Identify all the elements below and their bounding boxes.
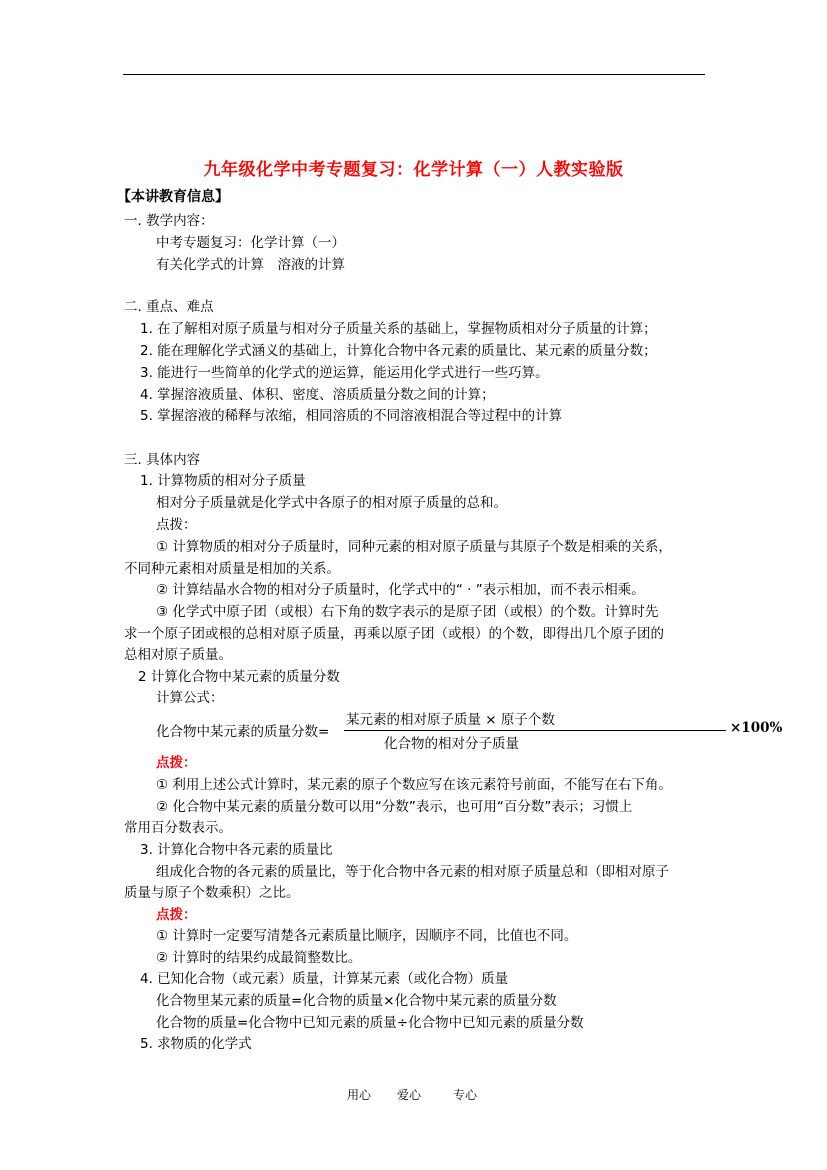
sec3-s2-head: 2 计算化合物中某元素的质量分数 xyxy=(138,669,340,685)
sec3-s1-p1a: ① 计算物质的相对分子质量时，同种元素的相对原子质量与其原子个数是相乘的关系， xyxy=(156,539,672,555)
sec3-s3-p2: ② 计算时的结果约成最简整数比。 xyxy=(156,950,362,966)
sec2-item-5: 5. 掌握溶液的稀释与浓缩，相同溶质的不同溶液相混合等过程中的计算 xyxy=(140,408,563,424)
mass-fraction-formula xyxy=(156,708,783,752)
sec3-s1-head: 1. 计算物质的相对分子质量 xyxy=(140,473,306,489)
formula-lhs: 化合物中某元素的质量分数= xyxy=(156,724,330,740)
sec3-s5-head: 5. 求物质的化学式 xyxy=(140,1036,252,1052)
sec2-item-3: 3. 能进行一些简单的化学式的逆运算，能运用化学式进行一些巧算。 xyxy=(140,365,549,381)
sec1-line2: 有关化学式的计算 溶液的计算 xyxy=(156,257,345,273)
sec3-s1-def: 相对分子质量就是化学式中各原子的相对原子质量的总和。 xyxy=(156,495,507,511)
sec3-s2-p2b: 常用百分数表示。 xyxy=(124,820,232,836)
section-heading: 【本讲教育信息】 xyxy=(117,189,229,205)
sec3-s2-p2a: ② 化合物中某元素的质量分数可以用“分数”表示，也可用“百分数”表示；习惯上 xyxy=(156,799,633,815)
formula-numerator: 某元素的相对原子质量 × 原子个数 xyxy=(346,712,555,728)
sec3-s3-a: 组成化合物的各元素的质量比，等于化合物中各元素的相对原子质量总和（即相对原子 xyxy=(156,864,669,880)
footer-text-2: 爱心 xyxy=(397,1088,422,1102)
sec3-s4-a: 化合物里某元素的质量=化合物的质量×化合物中某元素的质量分数 xyxy=(156,993,557,1009)
sec3-s3-b: 质量与原子个数乘积）之比。 xyxy=(124,885,300,901)
footer-text-3: 专心 xyxy=(453,1088,478,1102)
footer-text-1: 用心 xyxy=(347,1088,372,1102)
sec3-s1-p3c: 总相对原子质量。 xyxy=(124,647,232,663)
sec3-s2-p1: ① 利用上述公式计算时，某元素的原子个数应写在该元素符号前面，不能写在右下角。 xyxy=(156,777,672,793)
sec3-s3-head: 3. 计算化合物中各元素的质量比 xyxy=(140,842,333,858)
sec1-head: 一. 教学内容： xyxy=(124,213,214,229)
sec1-line1: 中考专题复习：化学计算（一） xyxy=(156,235,345,251)
sec2-item-1: 1. 在了解相对原子质量与相对分子质量关系的基础上，掌握物质相对分子质量的计算； xyxy=(140,321,657,337)
sec3-s1-p1b: 不同种元素相对质量是相加的关系。 xyxy=(124,561,340,577)
sec3-s1-p2: ② 计算结晶水合物的相对分子质量时，化学式中的“ · ”表示相加，而不表示相乘。 xyxy=(156,582,645,598)
sec3-s4-b: 化合物的质量=化合物中已知元素的质量÷化合物中已知元素的质量分数 xyxy=(156,1015,584,1031)
sec3-s3-p1: ① 计算时一定要写清楚各元素质量比顺序，因顺序不同，比值也不同。 xyxy=(156,928,578,944)
header-rule xyxy=(123,74,705,75)
sec3-s3-tip: 点拨： xyxy=(156,907,197,923)
sec3-s1-tip: 点拨： xyxy=(156,517,197,533)
fraction-bar xyxy=(344,730,726,731)
formula-times-percent: ×100% xyxy=(730,720,783,736)
sec3-s1-p3a: ③ 化学式中原子团（或根）右下角的数字表示的是原子团（或根）的个数。计算时先 xyxy=(156,604,659,620)
sec3-s4-head: 4. 已知化合物（或元素）质量，计算某元素（或化合物）质量 xyxy=(140,971,509,987)
sec2-item-4: 4. 掌握溶液质量、体积、密度、溶质质量分数之间的计算； xyxy=(140,387,495,403)
sec3-head: 三. 具体内容 xyxy=(124,452,201,468)
sec2-item-2: 2. 能在理解化学式涵义的基础上，计算化合物中各元素的质量比、某元素的质量分数； xyxy=(140,343,657,359)
sec3-s1-p3b: 求一个原子团或根的总相对原子质量，再乘以原子团（或根）的个数，即得出几个原子团的 xyxy=(124,626,664,642)
sec3-s2-formula-label: 计算公式： xyxy=(156,690,224,706)
sec3-s2-tip: 点拨： xyxy=(156,755,197,771)
formula-denominator: 化合物的相对分子质量 xyxy=(384,736,519,752)
page-title: 九年级化学中考专题复习：化学计算（一）人教实验版 xyxy=(203,160,624,180)
sec2-head: 二. 重点、难点 xyxy=(124,299,214,315)
